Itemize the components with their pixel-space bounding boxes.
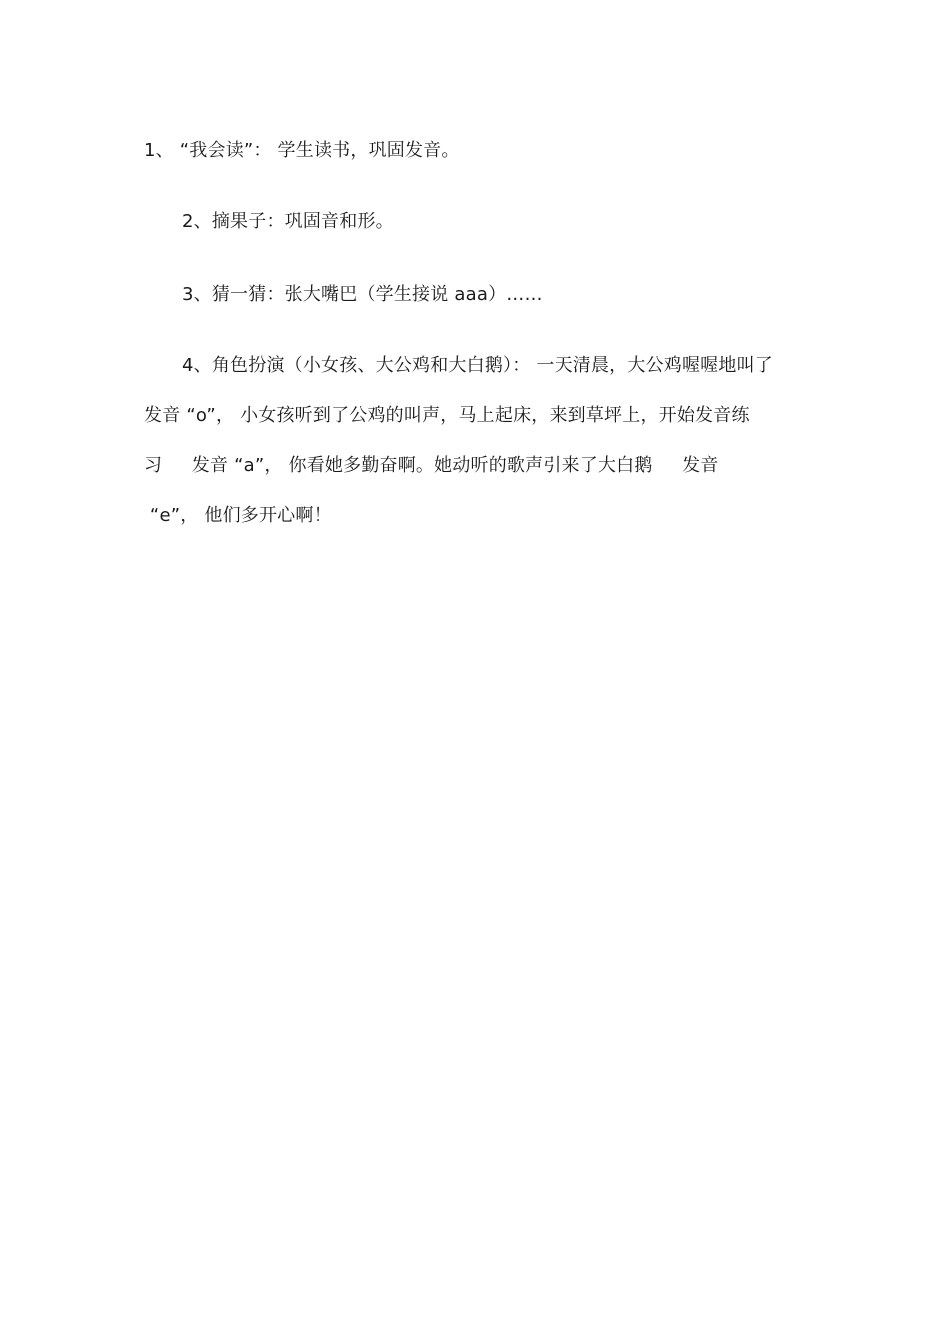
item-4-line-1: 4、角色扮演（小女孩、大公鸡和大白鹅）： 一天清晨，大公鸡喔喔地叫了 bbox=[182, 355, 773, 376]
item-4-line-3: 习 发音 “a”， 你看她多勤奋啊。她动听的歌声引来了大白鹅 发音 bbox=[144, 455, 719, 476]
item-2-text: 2、摘果子：巩固音和形。 bbox=[182, 211, 394, 232]
item-4-line-2: 发音 “o”， 小女孩听到了公鸡的叫声，马上起床，来到草坪上，开始发音练 bbox=[144, 405, 750, 426]
item-3-text: 3、猜一猜：张大嘴巴（学生接说 aaa）…… bbox=[182, 284, 543, 305]
item-4-line-4: “e”， 他们多开心啊！ bbox=[144, 505, 332, 526]
item-1-text: 1、 “我会读”： 学生读书，巩固发音。 bbox=[144, 140, 460, 161]
